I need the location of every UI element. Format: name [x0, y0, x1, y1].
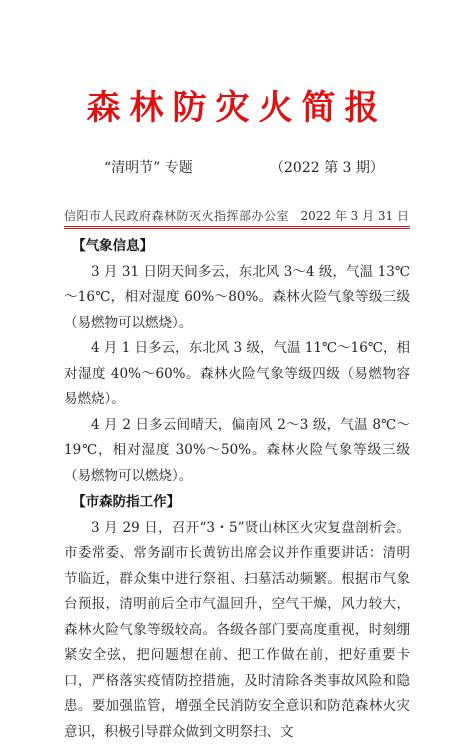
issue-date: 2022 年 3 月 31 日	[300, 207, 409, 224]
weather-paragraph: 4 月 1 日多云，东北风 3 级，气温 11℃～16℃，相对湿度 40%～60%。森林火险气象等级四级（易燃物容易燃烧）。	[64, 336, 410, 413]
red-divider-thin	[64, 228, 410, 229]
bulletin-body	[64, 234, 410, 745]
issue-number: （2022 第 3 期）	[270, 157, 384, 177]
work-paragraph: 3 月 29 日，召开“3・5”贤山林区火灾复盘剖析会。市委常委、常务副市长黄钫出席会议并作重要讲话：清明节临近，群众集中进行祭祖、扫墓活动频繁。根据市气象台预报，清明前后全市气温回升，空气干燥，风力较大，森林火险气象等级较高。各级各部门要高度重视，时刻绷紧安全弦，把问题想在前、把工作做在前，把好重要卡口，严格落实疫情防控措施，及时清除各类事故风险和隐患。要加强监管，增强全民消防安全意识和防范森林火灾意识，积极引导群众做到文明祭扫、文	[64, 516, 410, 745]
special-topic-label: “清明节” 专题	[104, 157, 193, 177]
weather-paragraph: 4 月 2 日多云间晴天，偏南风 2～3 级，气温 8℃～19℃，相对湿度 30%～50%。森林火险气象等级三级（易燃物可以燃烧）。	[64, 413, 410, 490]
weather-paragraph: 3 月 31 日阴天间多云，东北风 3～4 级，气温 13℃～16℃，相对湿度 60%～80%。森林火险气象等级三级（易燃物可以燃烧）。	[64, 260, 410, 337]
issuing-office: 信阳市人民政府森林防灭火指挥部办公室	[64, 207, 289, 224]
red-divider-thick	[64, 226, 410, 227]
section-heading-weather: 【气象信息】	[64, 234, 410, 260]
section-heading-work: 【市森防指工作】	[64, 490, 410, 516]
bulletin-title: 森林防灾火简报	[0, 80, 474, 129]
